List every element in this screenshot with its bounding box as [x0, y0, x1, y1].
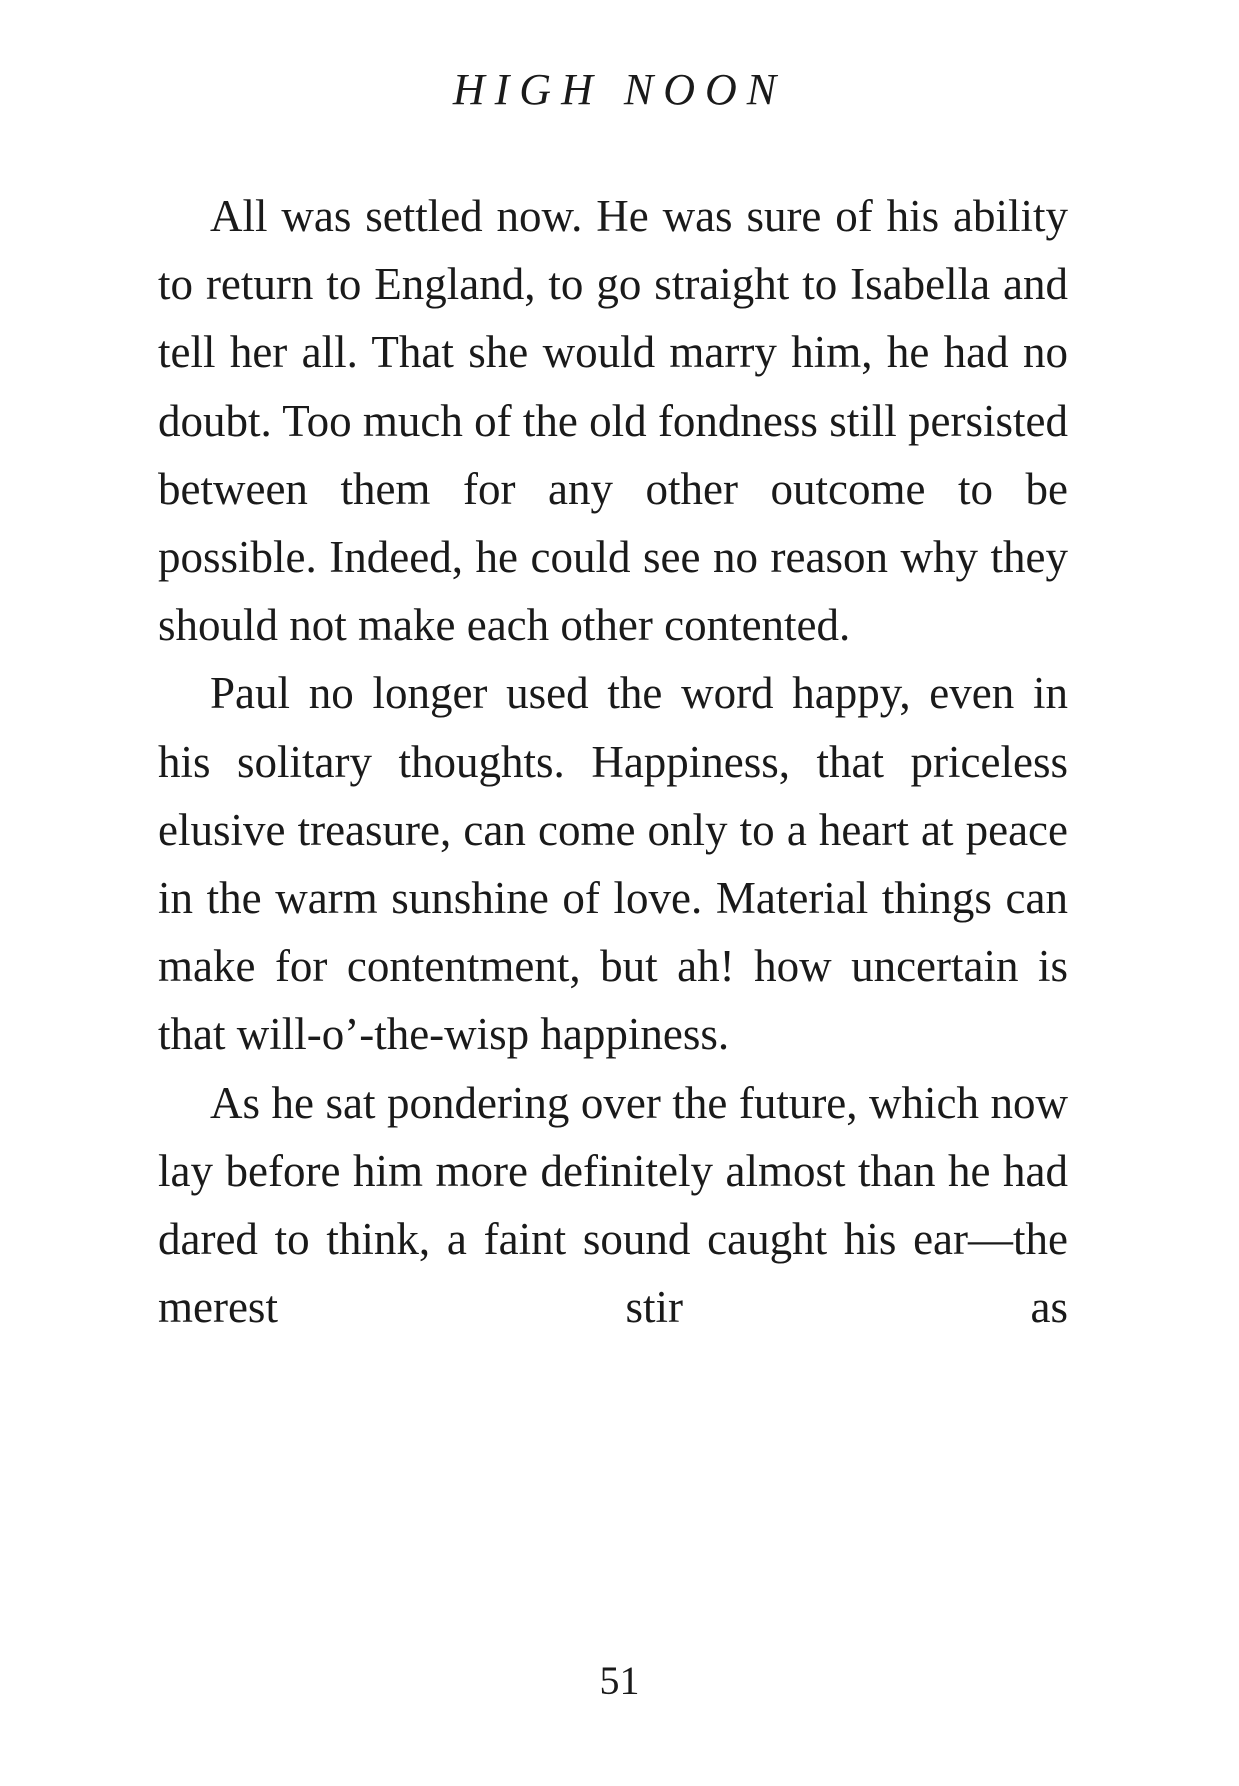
running-head: HIGH NOON	[452, 65, 787, 114]
paragraph: Paul no longer used the word happy, even in his solitary thoughts. Happiness, that priceless elusive treasure, can come only to a heart at peace in the warm sunshine of love. Material things can make for contentment, but ah! how uncertain is that will-o’-the-wisp happiness.	[158, 668, 1068, 1060]
body-text	[158, 182, 1068, 1341]
paragraph: All was settled now. He was sure of his ability to return to England, to go straight to Isabella and tell her all. That she would marry him, he had no doubt. Too much of the old fondness still persisted between them for any other outcome to be possible. Indeed, he could see no reason why they should not make each other contented.	[158, 191, 1068, 651]
paragraph: As he sat pondering over the future, which now lay before him more definitely almost than he had dared to think, a faint sound caught his ear—the merest stir as	[158, 1077, 1068, 1333]
page-number: 51	[599, 1658, 640, 1703]
